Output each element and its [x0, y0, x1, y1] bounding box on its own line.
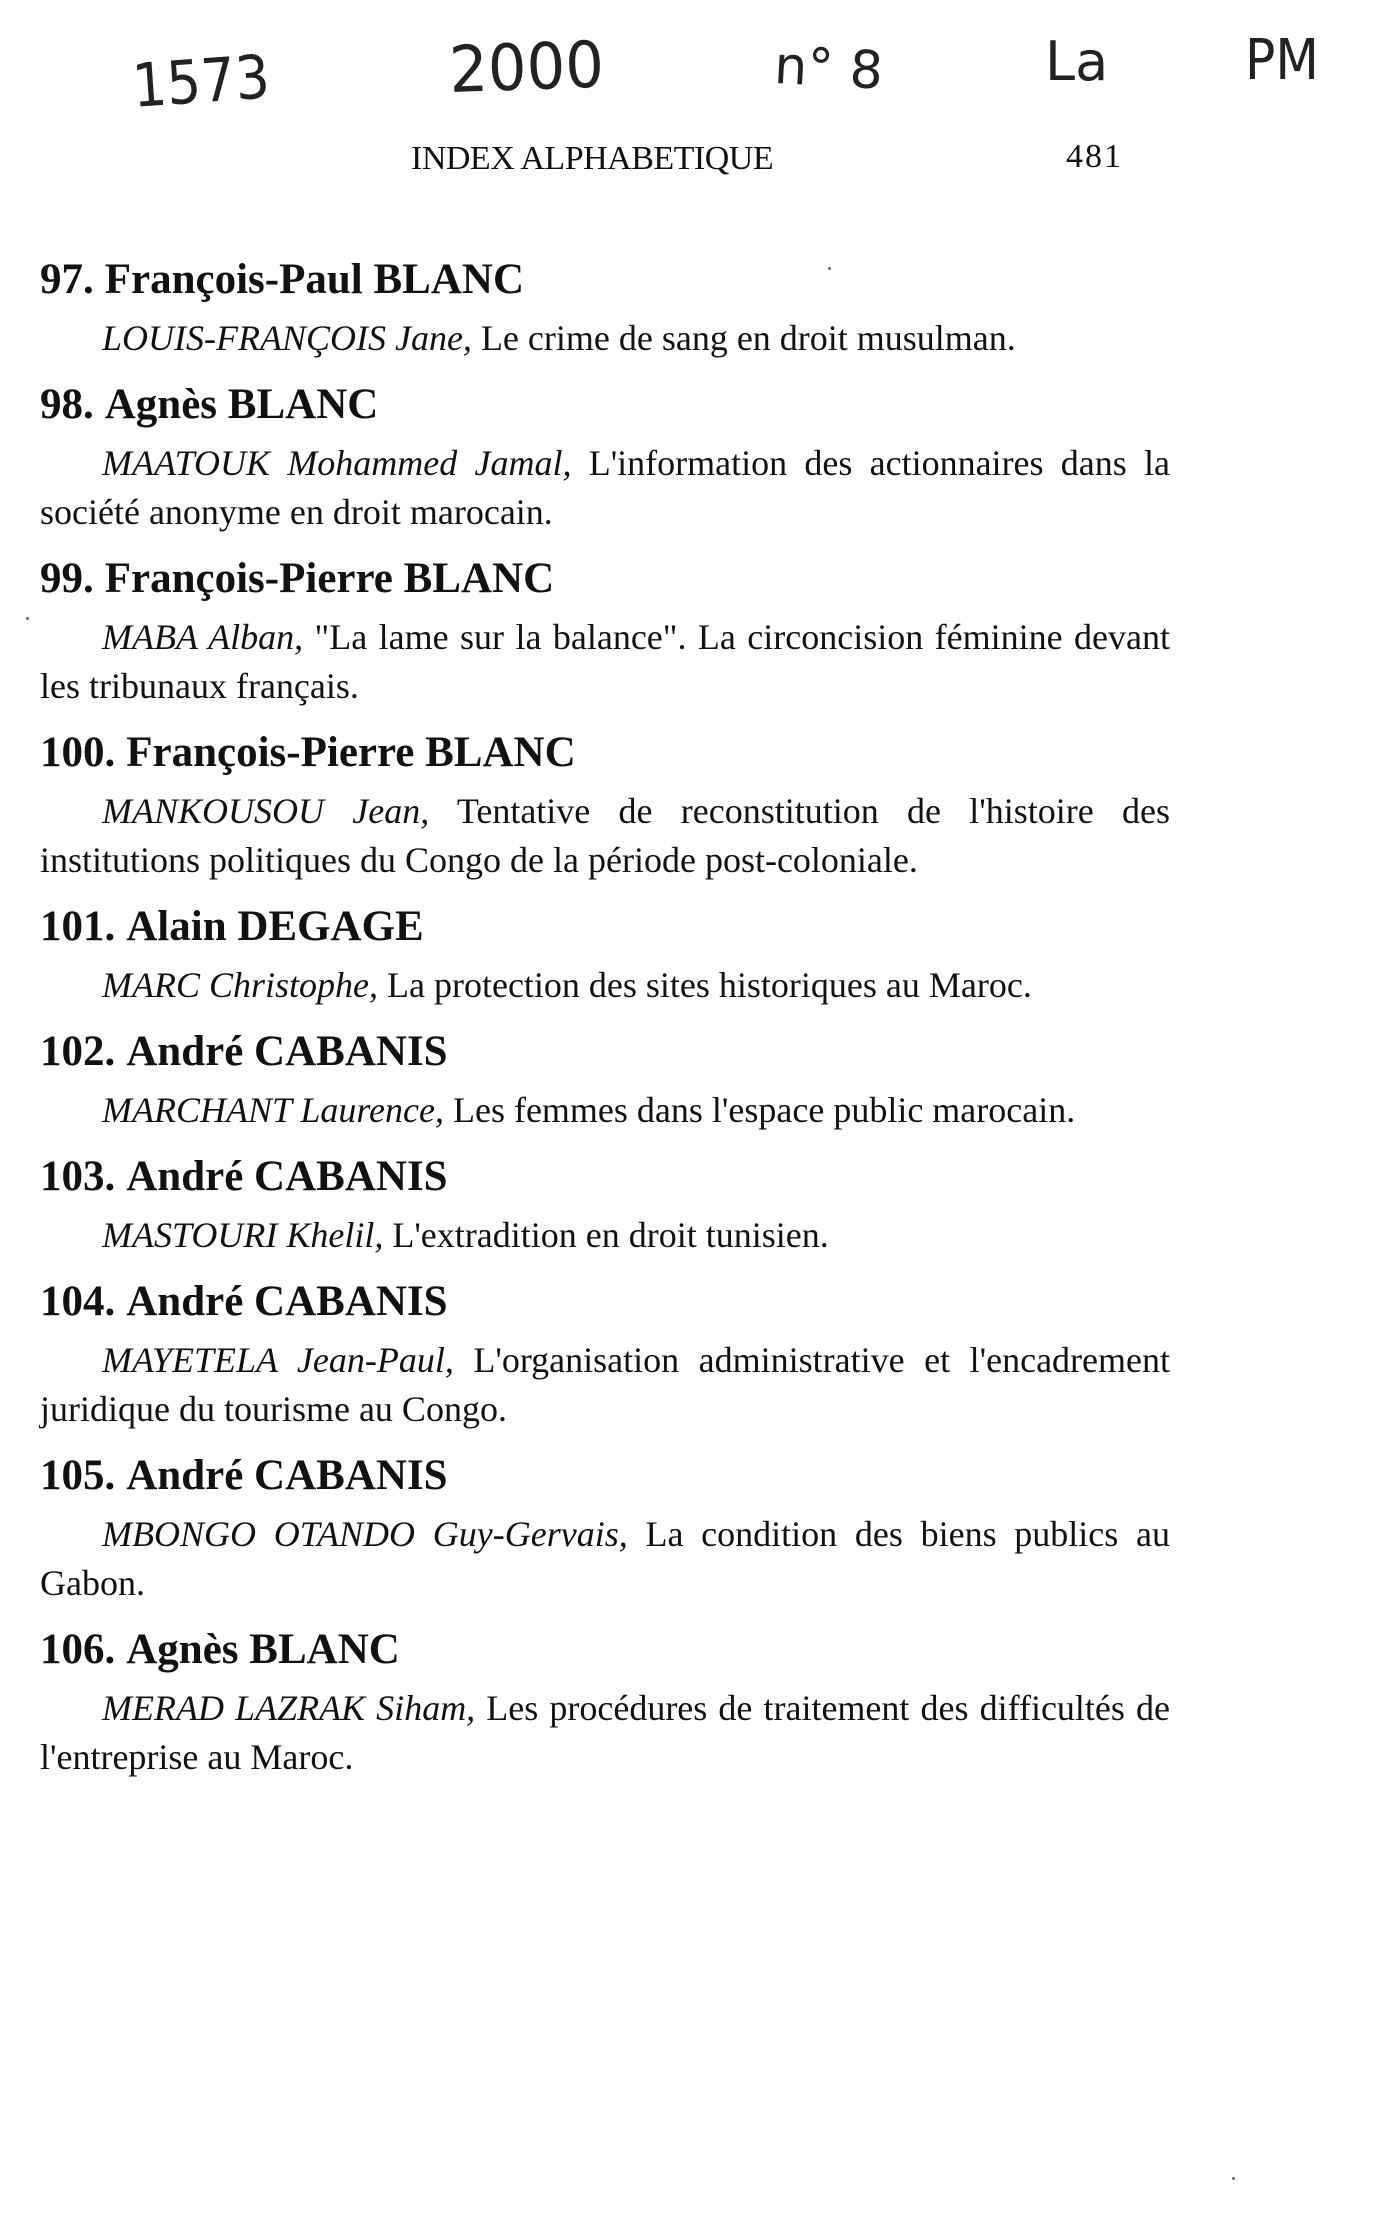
entry-number: 98. — [40, 381, 94, 428]
entry-heading — [40, 252, 1170, 308]
entry-title: "La lame sur la balance". La circoncision féminine devant les tribunaux français. — [40, 617, 1171, 706]
entry-director: André CABANIS — [126, 1452, 448, 1499]
entry-title: Le crime de sang en droit musulman. — [480, 318, 1016, 358]
entry-author: MARCHANT Laurence, — [102, 1090, 444, 1130]
entry-title: Les procédures de traitement des difficultés de l'entreprise au Maroc. — [40, 1688, 1170, 1777]
entry-title: La condition des biens publics au Gabon. — [40, 1514, 1171, 1603]
index-entry — [40, 725, 1170, 885]
entry-author: MARC Christophe, — [102, 965, 378, 1005]
index-entry — [40, 1274, 1170, 1434]
running-title: INDEX ALPHABETIQUE — [411, 140, 774, 177]
entry-director: André CABANIS — [126, 1028, 448, 1075]
entry-author: LOUIS-FRANÇOIS Jane, — [102, 318, 472, 358]
handwritten-note-la: La — [1045, 30, 1109, 93]
index-entries — [40, 252, 1170, 1796]
entry-director: François-Pierre BLANC — [126, 729, 576, 776]
entry-number: 103. — [40, 1153, 116, 1200]
page-number: 481 — [1066, 138, 1123, 175]
index-entry — [40, 1024, 1170, 1135]
handwritten-note-pm: PM — [1245, 28, 1319, 93]
entry-heading — [40, 1622, 1170, 1678]
entry-number: 101. — [40, 903, 116, 950]
index-entry — [40, 377, 1170, 537]
handwritten-reference-number: 1573 — [130, 42, 272, 122]
entry-heading — [40, 899, 1170, 955]
handwritten-year: 2000 — [448, 28, 606, 108]
entry-author: MAYETELA Jean-Paul, — [102, 1340, 454, 1380]
entry-author: MBONGO OTANDO Guy-Gervais, — [102, 1514, 628, 1554]
index-entry — [40, 1622, 1170, 1782]
index-entry — [40, 1149, 1170, 1260]
entry-heading — [40, 1274, 1170, 1330]
entry-director: André CABANIS — [126, 1153, 448, 1200]
entry-heading — [40, 725, 1170, 781]
entry-heading — [40, 377, 1170, 433]
entry-title: Les femmes dans l'espace public marocain. — [452, 1090, 1076, 1130]
entry-author: MASTOURI Khelil, — [102, 1215, 384, 1255]
entry-director: Agnès BLANC — [126, 1626, 400, 1673]
entry-director: Alain DEGAGE — [126, 903, 424, 950]
entry-heading — [40, 1024, 1170, 1080]
entry-number: 99. — [40, 555, 94, 602]
entry-number: 105. — [40, 1452, 116, 1499]
entry-description — [40, 1211, 1170, 1260]
index-entry — [40, 899, 1170, 1010]
entry-description — [40, 1510, 1170, 1608]
entry-description — [40, 314, 1170, 363]
entry-title: Tentative de reconstitution de l'histoire des institutions politiques du Congo de la période post-coloniale. — [40, 791, 1170, 880]
entry-author: MAATOUK Mohammed Jamal, — [102, 443, 572, 483]
entry-number: 106. — [40, 1626, 116, 1673]
entry-number: 100. — [40, 729, 116, 776]
entry-description — [40, 439, 1170, 537]
entry-title: L'extradition en droit tunisien. — [392, 1215, 829, 1255]
entry-author: MERAD LAZRAK Siham, — [102, 1688, 476, 1728]
entry-description — [40, 1086, 1170, 1135]
entry-description — [40, 787, 1170, 885]
scan-speck — [26, 617, 29, 620]
entry-number: 104. — [40, 1278, 116, 1325]
entry-director: François-Pierre BLANC — [104, 555, 555, 602]
handwritten-issue-number: n° 8 — [772, 36, 885, 102]
index-entry — [40, 252, 1170, 363]
entry-description — [40, 961, 1170, 1010]
entry-director: André CABANIS — [126, 1278, 448, 1325]
entry-heading — [40, 1149, 1170, 1205]
entry-description — [40, 613, 1170, 711]
entry-description — [40, 1336, 1170, 1434]
entry-title: La protection des sites historiques au Maroc. — [387, 965, 1032, 1005]
entry-number: 97. — [40, 256, 94, 303]
entry-description — [40, 1684, 1170, 1782]
index-entry — [40, 1448, 1170, 1608]
entry-heading — [40, 551, 1170, 607]
entry-number: 102. — [40, 1028, 116, 1075]
entry-director: François-Paul BLANC — [104, 256, 524, 303]
index-entry — [40, 551, 1170, 711]
entry-title: L'information des actionnaires dans la société anonyme en droit marocain. — [40, 443, 1170, 532]
scan-speck — [1232, 2177, 1235, 2180]
entry-heading — [40, 1448, 1170, 1504]
entry-author: MANKOUSOU Jean, — [102, 791, 430, 831]
entry-title: L'organisation administrative et l'encadrement juridique du tourisme au Congo. — [40, 1340, 1170, 1429]
entry-author: MABA Alban, — [102, 617, 304, 657]
entry-director: Agnès BLANC — [104, 381, 379, 428]
